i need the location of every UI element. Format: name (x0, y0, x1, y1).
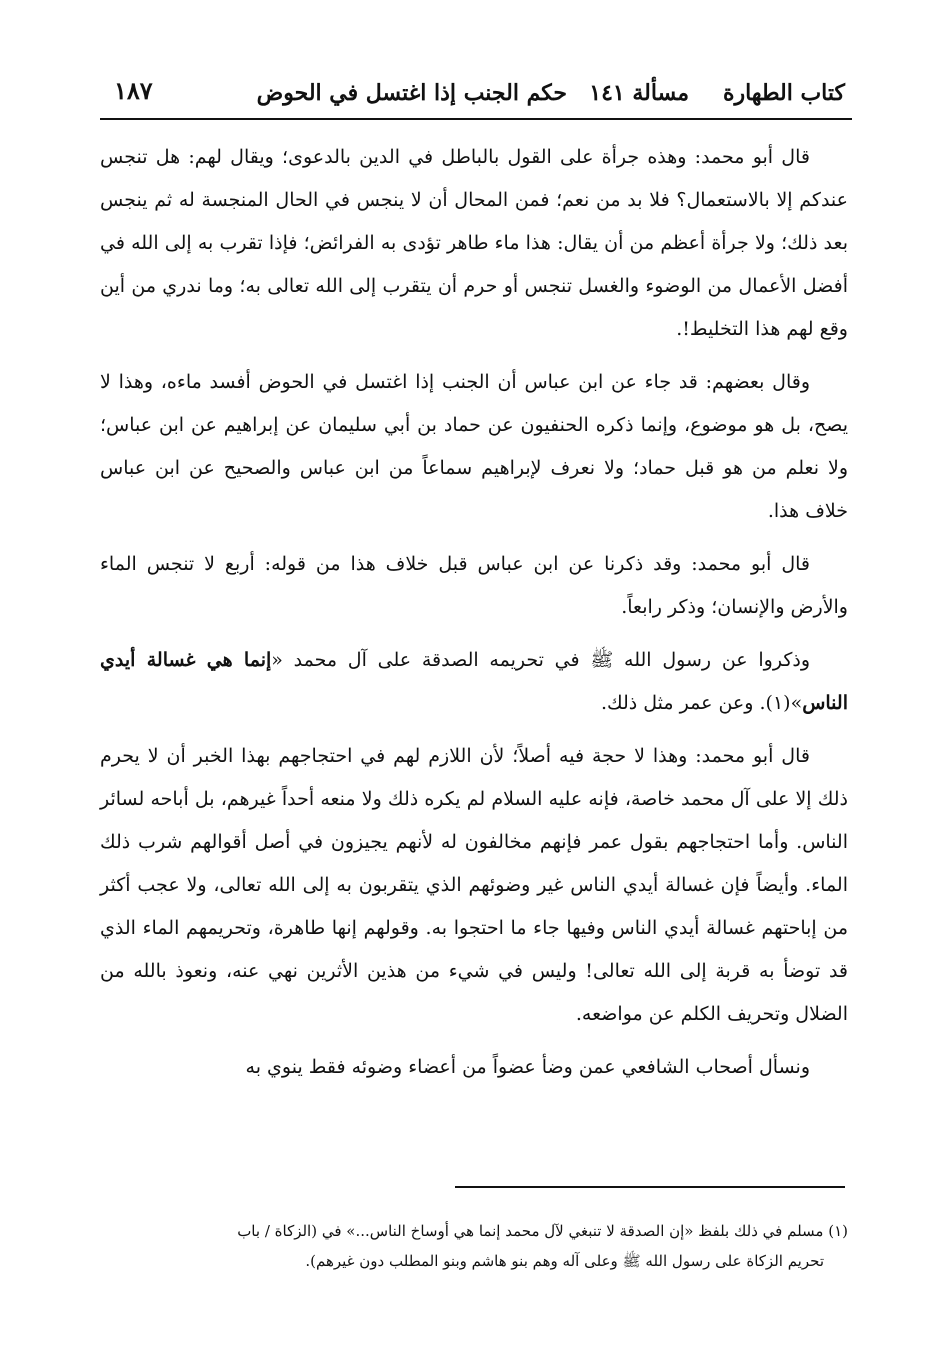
footnote-line-1: (١) مسلم في ذلك بلفظ «إن الصدقة لا تنبغي لآل محمد إنما هي أوساخ الناس...» في (الزكاة / باب (237, 1222, 848, 1240)
book-title: كتاب الطهارة (722, 80, 845, 106)
paragraph-3: قال أبو محمد: وقد ذكرنا عن ابن عباس قبل خلاف هذا من قوله: أربع لا تنجس الماء والأرض والإنسان؛ وذكر رابعاً. (100, 553, 848, 618)
paragraph-1: قال أبو محمد: وهذه جرأة على القول بالباطل في الدين بالدعوى؛ ويقال لهم: هل تنجس عندكم إلا بالاستعمال؟ فلا بد من نعم؛ فمن المحال أن لا ينجس في الحال المنجسة له ثم ينجس بعد ذلك؛ ولا جرأة أعظم من أن يقال: هذا ماء طاهر تؤدى به الفرائض؛ فإذا تقرب به إلى الله في أفضل الأعمال من الوضوء والغسل تنجس أو حرم أن يتقرب إلى الله تعالى به؛ وما ندري من أين وقع لهم هذا التخليط!. (100, 146, 848, 340)
main-text (100, 136, 848, 1099)
paragraph-5: قال أبو محمد: وهذا لا حجة فيه أصلاً؛ لأن اللازم لهم في احتجاجهم بهذا الخبر أن لا يحرم ذلك إلا على آل محمد خاصة، فإنه عليه السلام لم يكره ذلك ولا منعه أحداً غيرهم، بل أباحه لسائر الناس. وأما احتجاجهم بقول عمر فإنهم مخالفون له لأنهم يجيزون في أصل أقوالهم شرب ذلك الماء. وأيضاً فإن غسالة أيدي الناس غير وضوئهم الذي يتقربون به إلى الله تعالى، ولا عجب أكثر من إباحتهم غسالة أيدي الناس وفيها جاء ما احتجوا به. وقولهم إنها طاهرة، وتحريمهم الماء الذي قد توضأ به قربة إلى الله تعالى! وليس في شيء من هذين الأثرين نهي عنه، ونعوذ بالله من الضلال وتحريف الكلم عن مواضعه. (100, 745, 848, 1025)
paragraph-2: وقال بعضهم: قد جاء عن ابن عباس أن الجنب إذا اغتسل في الحوض أفسد ماءه، وهذا لا يصح، بل هو موضوع، وإنما ذكره الحنفيون عن حماد بن أبي سليمان عن إبراهيم عن ابن عباس؛ ولا نعلم من هو قبل حماد؛ ولا نعرف لإبراهيم سماعاً من ابن عباس والصحيح عن ابن عباس خلاف هذا. (100, 371, 848, 522)
hadith-outro: »(١). وعن عمر مثل ذلك. (600, 692, 803, 714)
footnote-line-2: تحريم الزكاة على رسول الله ﷺ وعلى آله وهم بنو هاشم وبنو المطلب دون غيرهم). (305, 1252, 824, 1270)
running-header (100, 72, 845, 118)
issue-subject: حكم الجنب إذا اغتسل في الحوض (256, 80, 567, 106)
footnote-separator (455, 1186, 845, 1188)
paragraph-hadith (100, 639, 848, 725)
header-rule (100, 118, 852, 120)
issue-number: مسألة ١٤١ (589, 80, 689, 106)
footnote (100, 1216, 848, 1276)
hadith-intro: وذكروا عن رسول الله ﷺ في تحريمه الصدقة على آل محمد « (271, 649, 810, 671)
paragraph-6: ونسأل أصحاب الشافعي عمن وضأ عضواً من أعضاء وضوئه فقط ينوي به (245, 1056, 810, 1078)
page-number: ١٨٧ (114, 76, 153, 105)
hadith-quote: إنما هي غسالة أيدي الناس (100, 649, 848, 714)
